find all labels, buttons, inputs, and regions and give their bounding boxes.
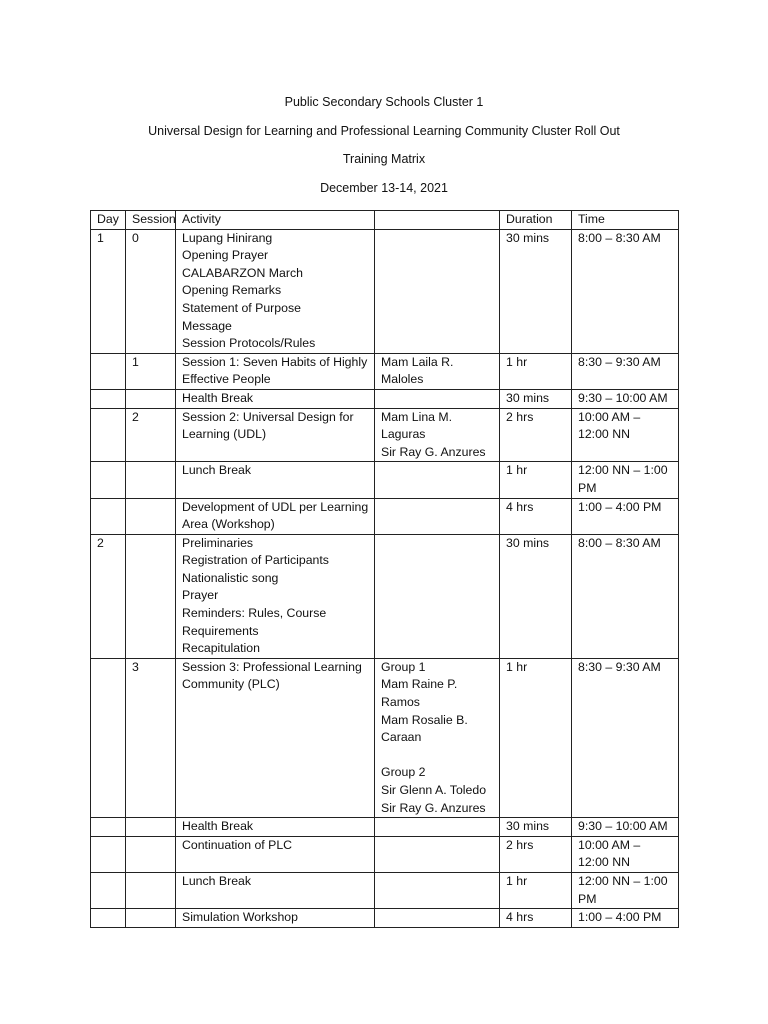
activity-cell	[176, 229, 375, 353]
document-subtitle: Universal Design for Learning and Professional Learning Community Cluster Roll Out	[148, 124, 620, 138]
speaker-cell-line: Group 1	[381, 659, 426, 674]
time-cell: 8:30 – 9:30 AM	[572, 658, 679, 817]
activity-cell-line: Opening Prayer	[182, 248, 269, 263]
day-cell: 2	[91, 534, 126, 658]
training-matrix-table	[90, 210, 679, 928]
speaker-cell-line: Mam Laila R. Maloles	[381, 354, 454, 387]
session-cell	[126, 534, 176, 658]
session-cell	[126, 498, 176, 534]
speaker-cell	[375, 658, 500, 817]
speaker-cell	[375, 836, 500, 872]
activity-cell-line: Development of UDL per Learning Area (Workshop)	[182, 499, 369, 532]
speaker-cell	[375, 909, 500, 928]
activity-cell-line: Session 2: Universal Design for Learning (UDL)	[182, 409, 354, 442]
speaker-cell-line: Sir Ray G. Anzures	[381, 444, 486, 459]
duration-cell: 2 hrs	[500, 408, 572, 462]
activity-cell-line: Registration of Participants	[182, 553, 329, 568]
activity-cell-line: Nationalistic song	[182, 570, 279, 585]
duration-cell: 30 mins	[500, 229, 572, 353]
activity-cell-line: Reminders: Rules, Course Requirements	[182, 606, 327, 638]
day-cell	[91, 872, 126, 908]
activity-cell-line: Lupang Hinirang	[182, 230, 273, 245]
table-row	[91, 534, 679, 658]
activity-cell-line: Prayer	[182, 588, 219, 603]
activity-cell-line: Message	[182, 318, 232, 333]
activity-cell	[176, 389, 375, 408]
day-cell	[91, 462, 126, 498]
speaker-cell	[375, 498, 500, 534]
table-row	[91, 229, 679, 353]
day-cell	[91, 909, 126, 928]
duration-cell: 4 hrs	[500, 498, 572, 534]
activity-cell-line: Health Break	[182, 390, 254, 405]
activity-cell-line: Preliminaries	[182, 535, 254, 550]
day-cell	[91, 408, 126, 462]
table-row	[91, 909, 679, 928]
speaker-cell	[375, 534, 500, 658]
activity-cell-line: Session Protocols/Rules	[182, 336, 316, 351]
speaker-cell	[375, 872, 500, 908]
session-cell: 3	[126, 658, 176, 817]
matrix-title: Training Matrix	[342, 152, 426, 166]
speaker-cell	[375, 408, 500, 462]
speaker-cell-line: Mam Rosalie B. Caraan	[381, 712, 468, 745]
activity-cell-line: Continuation of PLC	[182, 837, 293, 852]
activity-cell-line: Simulation Workshop	[182, 910, 298, 925]
session-cell: 0	[126, 229, 176, 353]
time-cell: 1:00 – 4:00 PM	[572, 498, 679, 534]
duration-cell: 30 mins	[500, 534, 572, 658]
table-row	[91, 408, 679, 462]
table-row	[91, 836, 679, 872]
time-cell: 10:00 AM – 12:00 NN	[572, 408, 679, 462]
time-cell: 8:30 – 9:30 AM	[572, 353, 679, 389]
header-duration: Duration	[500, 211, 572, 230]
table-row	[91, 658, 679, 817]
session-cell	[126, 462, 176, 498]
activity-cell-line: Lunch Break	[182, 873, 252, 888]
activity-cell-line: CALABARZON March	[182, 265, 303, 280]
speaker-cell	[375, 229, 500, 353]
day-cell	[91, 498, 126, 534]
activity-cell-line: Opening Remarks	[182, 283, 282, 298]
header-time: Time	[572, 211, 679, 230]
speaker-cell-line: Mam Lina M. Laguras	[381, 409, 453, 442]
activity-cell	[176, 462, 375, 498]
time-cell: 10:00 AM – 12:00 NN	[572, 836, 679, 872]
session-cell	[126, 872, 176, 908]
session-cell: 1	[126, 353, 176, 389]
day-cell	[91, 353, 126, 389]
speaker-cell-line: Group 2	[381, 765, 426, 780]
duration-cell: 4 hrs	[500, 909, 572, 928]
time-cell: 1:00 – 4:00 PM	[572, 909, 679, 928]
duration-cell: 30 mins	[500, 818, 572, 837]
table-row	[91, 872, 679, 908]
day-cell	[91, 818, 126, 837]
header-day: Day	[91, 211, 126, 230]
header-activity: Activity	[176, 211, 375, 230]
table-row	[91, 818, 679, 837]
activity-cell	[176, 353, 375, 389]
time-cell: 8:00 – 8:30 AM	[572, 534, 679, 658]
event-date: December 13-14, 2021	[320, 181, 448, 195]
speaker-cell	[375, 389, 500, 408]
session-cell	[126, 818, 176, 837]
speaker-cell	[375, 462, 500, 498]
activity-cell-line: Session 1: Seven Habits of Highly Effective People	[182, 354, 368, 387]
duration-cell: 1 hr	[500, 462, 572, 498]
time-cell: 9:30 – 10:00 AM	[572, 389, 679, 408]
table-row	[91, 389, 679, 408]
activity-cell-line: Recapitulation	[182, 641, 260, 656]
activity-cell	[176, 909, 375, 928]
speaker-cell-line	[381, 747, 495, 765]
duration-cell: 30 mins	[500, 389, 572, 408]
duration-cell: 2 hrs	[500, 836, 572, 872]
speaker-cell-line: Sir Ray G. Anzures	[381, 800, 486, 815]
day-cell: 1	[91, 229, 126, 353]
session-cell	[126, 909, 176, 928]
table-header-row	[91, 211, 679, 230]
day-cell	[91, 389, 126, 408]
session-cell	[126, 389, 176, 408]
document-title: Public Secondary Schools Cluster 1	[284, 95, 484, 109]
table-row	[91, 498, 679, 534]
activity-cell-line: Lunch Break	[182, 463, 252, 478]
header-session: Session	[126, 211, 176, 230]
duration-cell: 1 hr	[500, 658, 572, 817]
time-cell: 12:00 NN – 1:00 PM	[572, 462, 679, 498]
table-row	[91, 353, 679, 389]
speaker-cell-line: Mam Raine P. Ramos	[381, 677, 458, 710]
activity-cell	[176, 534, 375, 658]
activity-cell-line: Health Break	[182, 819, 254, 834]
time-cell: 8:00 – 8:30 AM	[572, 229, 679, 353]
day-cell	[91, 836, 126, 872]
header-speaker	[375, 211, 500, 230]
table-row	[91, 462, 679, 498]
activity-cell	[176, 872, 375, 908]
duration-cell: 1 hr	[500, 872, 572, 908]
time-cell: 9:30 – 10:00 AM	[572, 818, 679, 837]
activity-cell-line: Statement of Purpose	[182, 300, 301, 315]
speaker-cell	[375, 353, 500, 389]
session-cell	[126, 836, 176, 872]
session-cell: 2	[126, 408, 176, 462]
table-body	[91, 229, 679, 927]
activity-cell	[176, 408, 375, 462]
activity-cell-line: Session 3: Professional Learning Community (PLC)	[182, 659, 362, 692]
duration-cell: 1 hr	[500, 353, 572, 389]
activity-cell	[176, 818, 375, 837]
time-cell: 12:00 NN – 1:00 PM	[572, 872, 679, 908]
day-cell	[91, 658, 126, 817]
activity-cell	[176, 658, 375, 817]
activity-cell	[176, 498, 375, 534]
speaker-cell	[375, 818, 500, 837]
activity-cell	[176, 836, 375, 872]
speaker-cell-line: Sir Glenn A. Toledo	[381, 783, 487, 797]
